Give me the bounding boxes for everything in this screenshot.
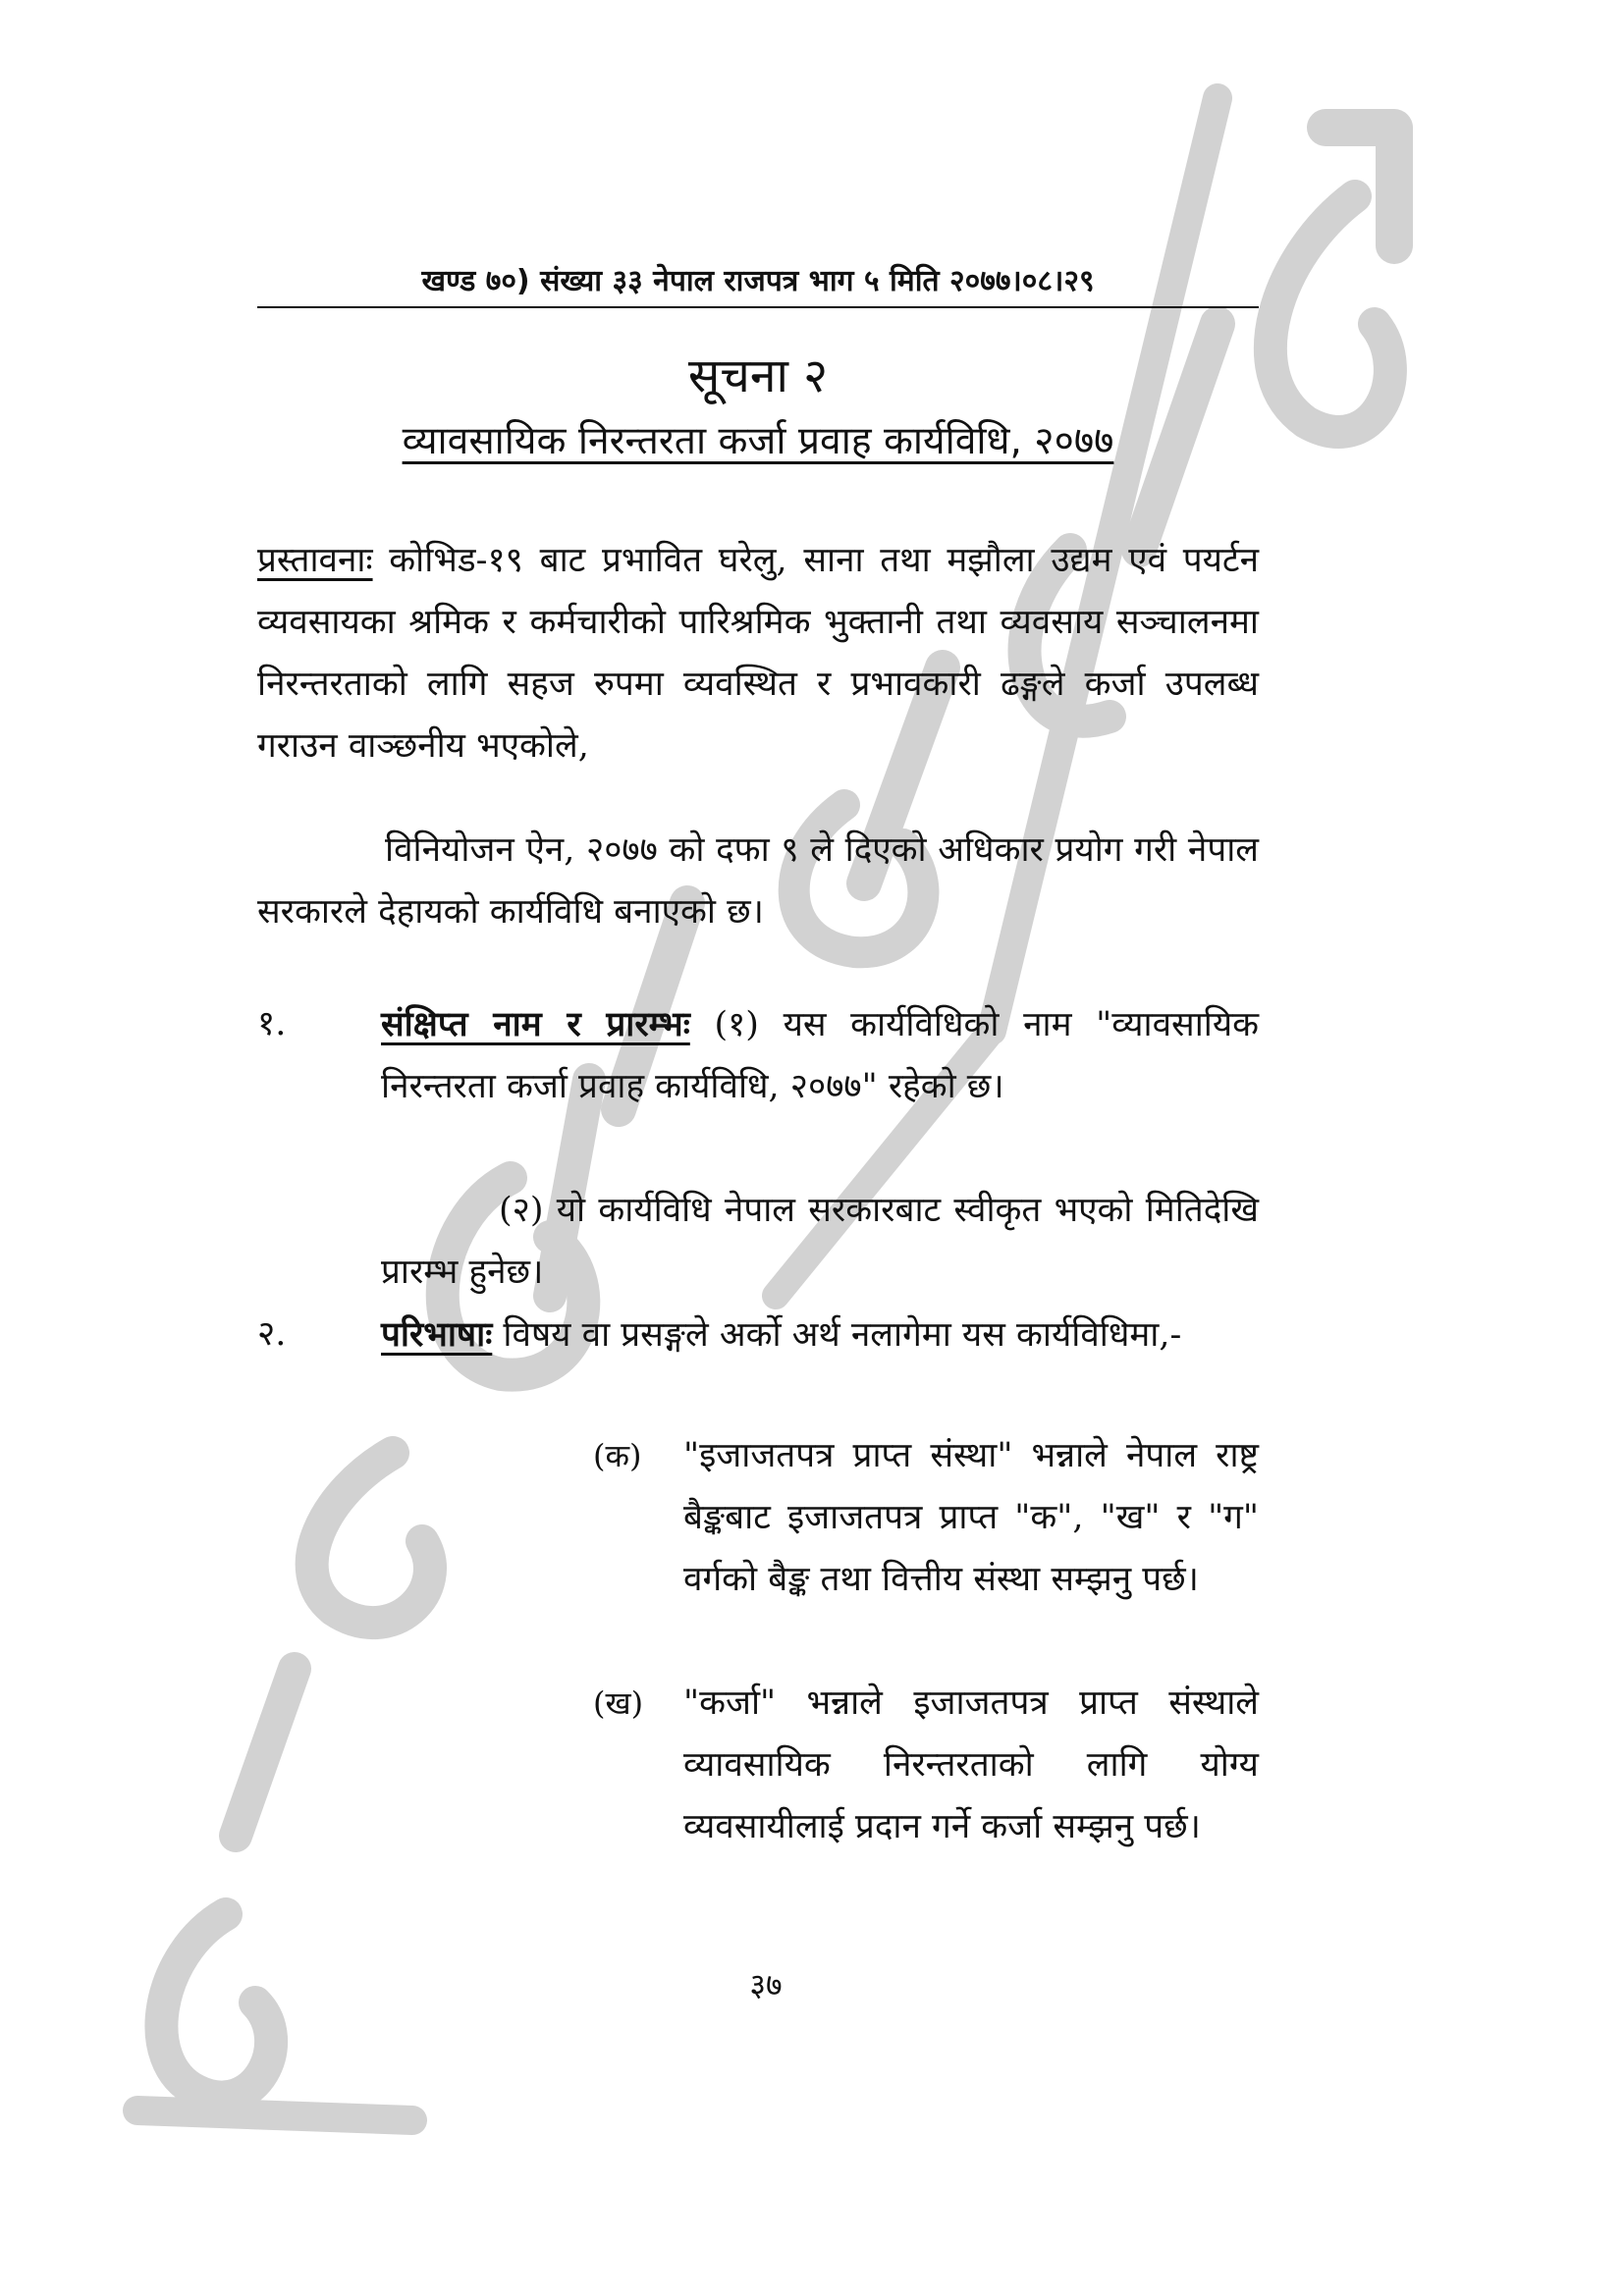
definition-text: "कर्जा" भन्नाले इजाजतपत्र प्राप्त संस्थाले व्यावसायिक निरन्तरताको लागि योग्य व्यवसायीलाई प्रदान गर्ने कर्जा सम्झनु पर्छ। bbox=[683, 1683, 1259, 1846]
section-1 bbox=[381, 993, 1259, 1118]
section-number: २. bbox=[257, 1314, 287, 1354]
gazette-header: खण्ड ७०) संख्या ३३ नेपाल राजपत्र भाग ५ मिति २०७७।०८।२९ bbox=[257, 257, 1259, 308]
section-heading: परिभाषाः bbox=[381, 1314, 493, 1355]
preamble-label: प्रस्तावनाः bbox=[257, 541, 373, 580]
section-heading: संक्षिप्त नाम र प्रारम्भः bbox=[381, 1004, 690, 1044]
preamble bbox=[257, 530, 1259, 777]
section-number: १. bbox=[257, 1004, 287, 1043]
page-number: ३७ bbox=[749, 1966, 783, 2003]
definition-key: (क) bbox=[593, 1437, 642, 1474]
definition-key: (ख) bbox=[593, 1684, 644, 1722]
section-1-clause-2: (२) यो कार्यविधि नेपाल सरकारबाट स्वीकृत भएको मितिदेखि प्रारम्भ हुनेछ। bbox=[381, 1191, 1259, 1292]
notice-title: सूचना २ bbox=[687, 348, 829, 403]
preamble-text: कोभिड-१९ बाट प्रभावित घरेलु, साना तथा मझौला उद्यम एवं पयर्टन व्यवसायका श्रमिक र कर्मचारीको पारिश्रमिक भुक्तानी तथा व्यवसाय सञ्चालनमा निरन्तरताको लागि सहज रुपमा व्यवस्थित र प्रभावकारी ढङ्गले कर्जा उपलब्ध गराउन वाञ्छनीय भएकोले, bbox=[257, 541, 1259, 766]
subtitle-text: व्यावसायिक निरन्तरता कर्जा प्रवाह कार्यविधि, २०७७ bbox=[402, 419, 1114, 463]
notice-subtitle bbox=[257, 412, 1259, 471]
section-2 bbox=[381, 1304, 1259, 1366]
section-text: विषय वा प्रसङ्गले अर्को अर्थ नलागेमा यस कार्यविधिमा,- bbox=[492, 1315, 1182, 1355]
definition-text: "इजाजतपत्र प्राप्त संस्था" भन्नाले नेपाल राष्ट्र बैङ्कबाट इजाजतपत्र प्राप्त "क", "ख" र "ग" वर्गको बैङ्क तथा वित्तीय संस्था सम्झनु पर्छ। bbox=[683, 1436, 1259, 1599]
enactment-clause: विनियोजन ऐन, २०७७ को दफा ९ ले दिएको अधिकार प्रयोग गरी नेपाल सरकारले देहायको कार्यविधि बनाएको छ। bbox=[257, 830, 1259, 932]
watermark-text: कानून किताब व्यवस्था समिति bbox=[0, 0, 11, 1]
section-text: (१) यस कार्यविधिको नाम "व्यावसायिक निरन्तरता कर्जा प्रवाह कार्यविधि, २०७७" रहेको छ। bbox=[381, 1005, 1259, 1106]
